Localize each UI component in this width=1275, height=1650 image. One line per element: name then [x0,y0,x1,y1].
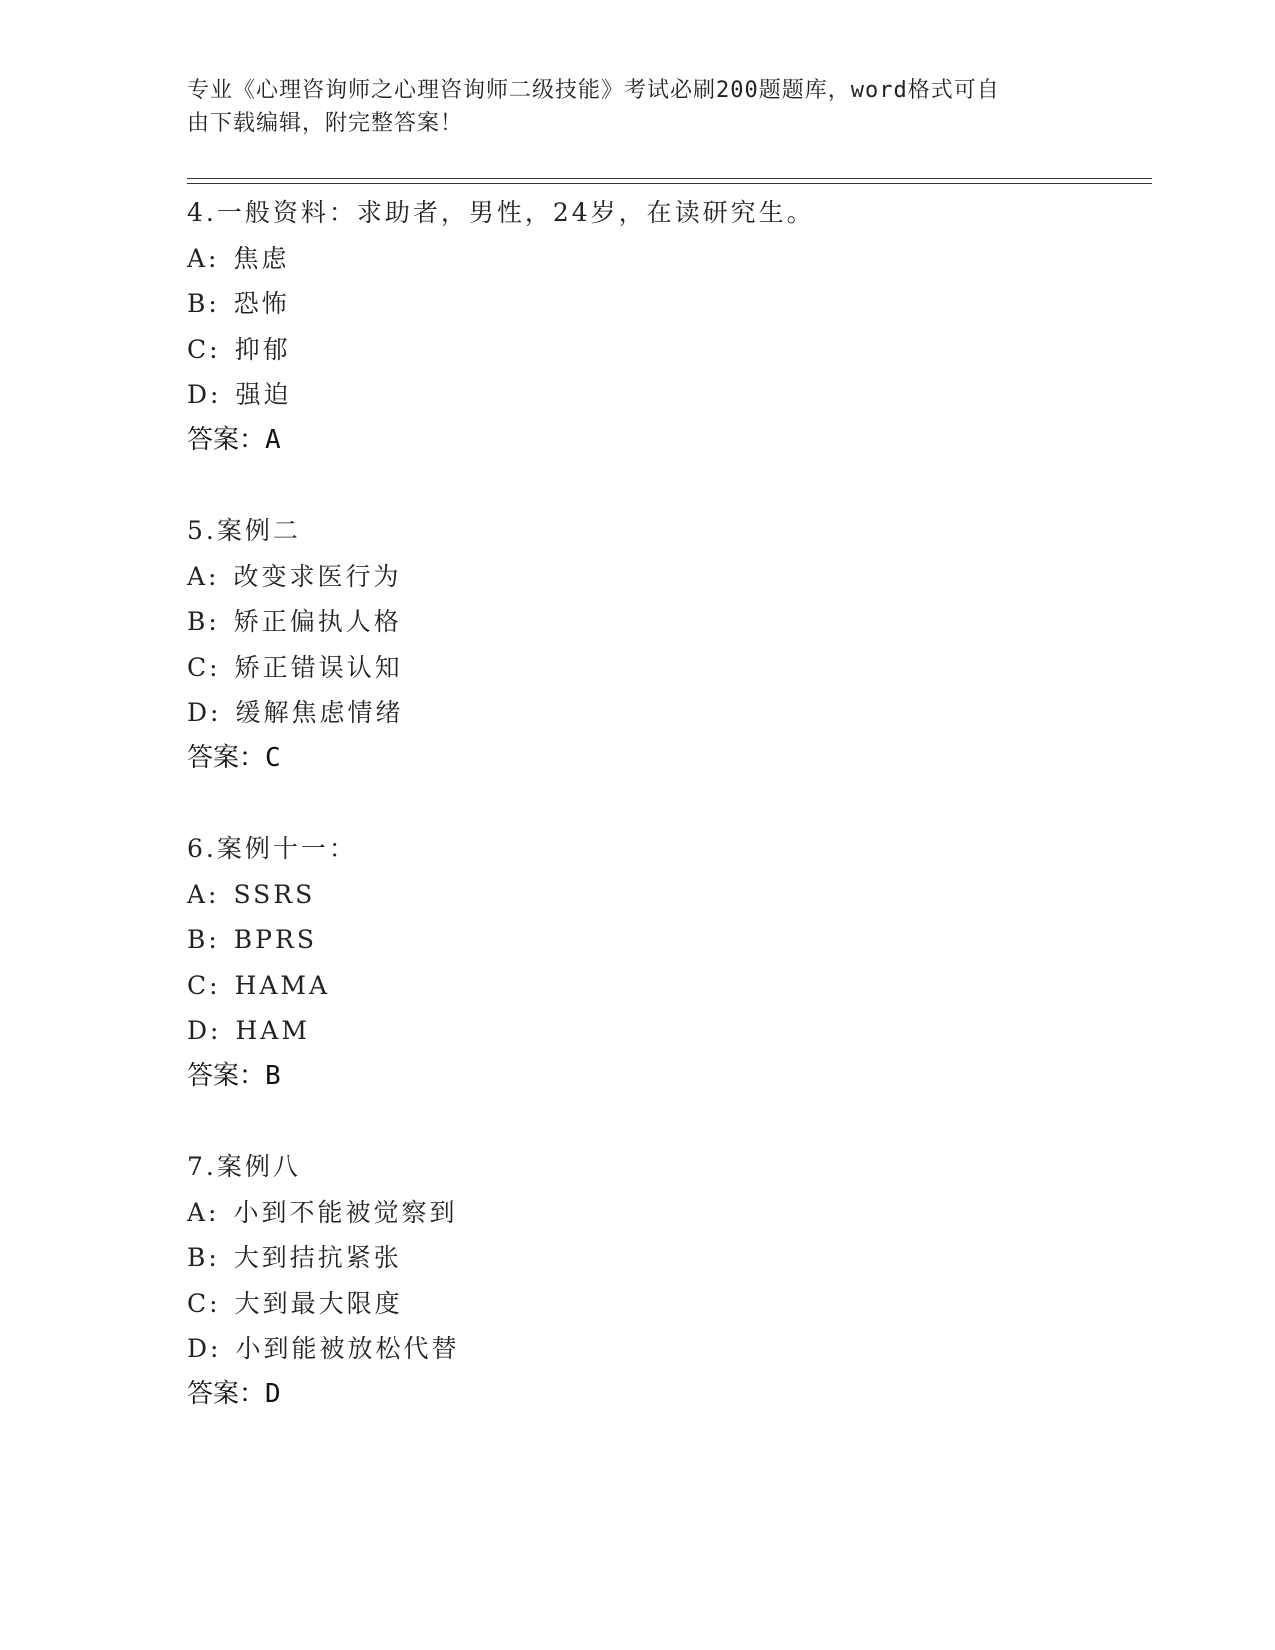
option-text: 小到不能被觉察到 [233,1197,458,1227]
header-divider-bottom [187,183,1152,184]
option-a [187,872,1147,918]
option-label: B: [187,925,220,954]
question-6 [187,826,1147,1099]
option-b [187,917,1147,963]
option-a [187,1190,1147,1236]
question-4 [187,190,1147,463]
option-label: A: [187,243,220,273]
option-text: 大到最大限度 [234,1288,403,1318]
header-line-2: 由下载编辑，附完整答案！ [187,111,464,136]
option-text: BPRS [233,925,317,954]
option-label: B: [187,289,220,318]
option-text: 强迫 [235,380,292,409]
option-text: 焦虑 [233,243,290,273]
option-b [187,281,1147,327]
option-label: B: [187,607,220,636]
header-line-1: 专业《心理咨询师之心理咨询师二级技能》考试必刷200题题库，word格式可自 [187,78,1000,103]
option-label: A: [187,1197,220,1227]
option-label: D: [187,698,222,727]
question-stem: 7.案例八 [187,1152,301,1181]
answer-line: 答案：C [187,742,281,773]
question-stem: 4.一般资料：求助者，男性，24岁，在读研究生。 [187,198,815,227]
option-label: C: [187,970,221,1000]
question-stem: 5.案例二 [187,516,301,545]
option-text: 矫正偏执人格 [233,607,402,636]
option-b [187,599,1147,645]
option-text: 抑郁 [234,334,291,364]
option-d [187,1008,1147,1054]
option-d [187,372,1147,418]
option-a [187,236,1147,282]
option-text: 小到能被放松代替 [235,1334,460,1363]
option-label: B: [187,1243,220,1272]
option-label: D: [187,1334,222,1363]
option-label: A: [187,561,220,591]
header-divider-top [187,178,1152,179]
document-header [187,74,1067,140]
option-d [187,690,1147,736]
option-label: A: [187,879,220,909]
option-text: 改变求医行为 [233,561,402,591]
question-5 [187,508,1147,781]
question-list [187,190,1147,1462]
question-stem: 6.案例十一： [187,834,357,863]
option-a [187,554,1147,600]
option-c [187,963,1147,1009]
option-label: C: [187,1288,221,1318]
option-text: 缓解焦虑情绪 [235,698,404,727]
option-label: C: [187,334,221,364]
option-text: SSRS [233,879,316,909]
option-text: 大到拮抗紧张 [233,1243,402,1272]
option-d [187,1326,1147,1372]
answer-line: 答案：A [187,424,281,455]
option-b [187,1235,1147,1281]
option-c [187,645,1147,691]
option-label: D: [187,1016,222,1045]
answer-line: 答案：D [187,1378,281,1409]
option-c [187,327,1147,373]
option-label: C: [187,652,221,682]
option-label: D: [187,380,222,409]
option-c [187,1281,1147,1327]
option-text: 恐怖 [233,289,290,318]
option-text: HAMA [234,970,331,1000]
option-text: HAM [235,1016,310,1045]
option-text: 矫正错误认知 [234,652,403,682]
answer-line: 答案：B [187,1060,281,1091]
question-7 [187,1144,1147,1417]
